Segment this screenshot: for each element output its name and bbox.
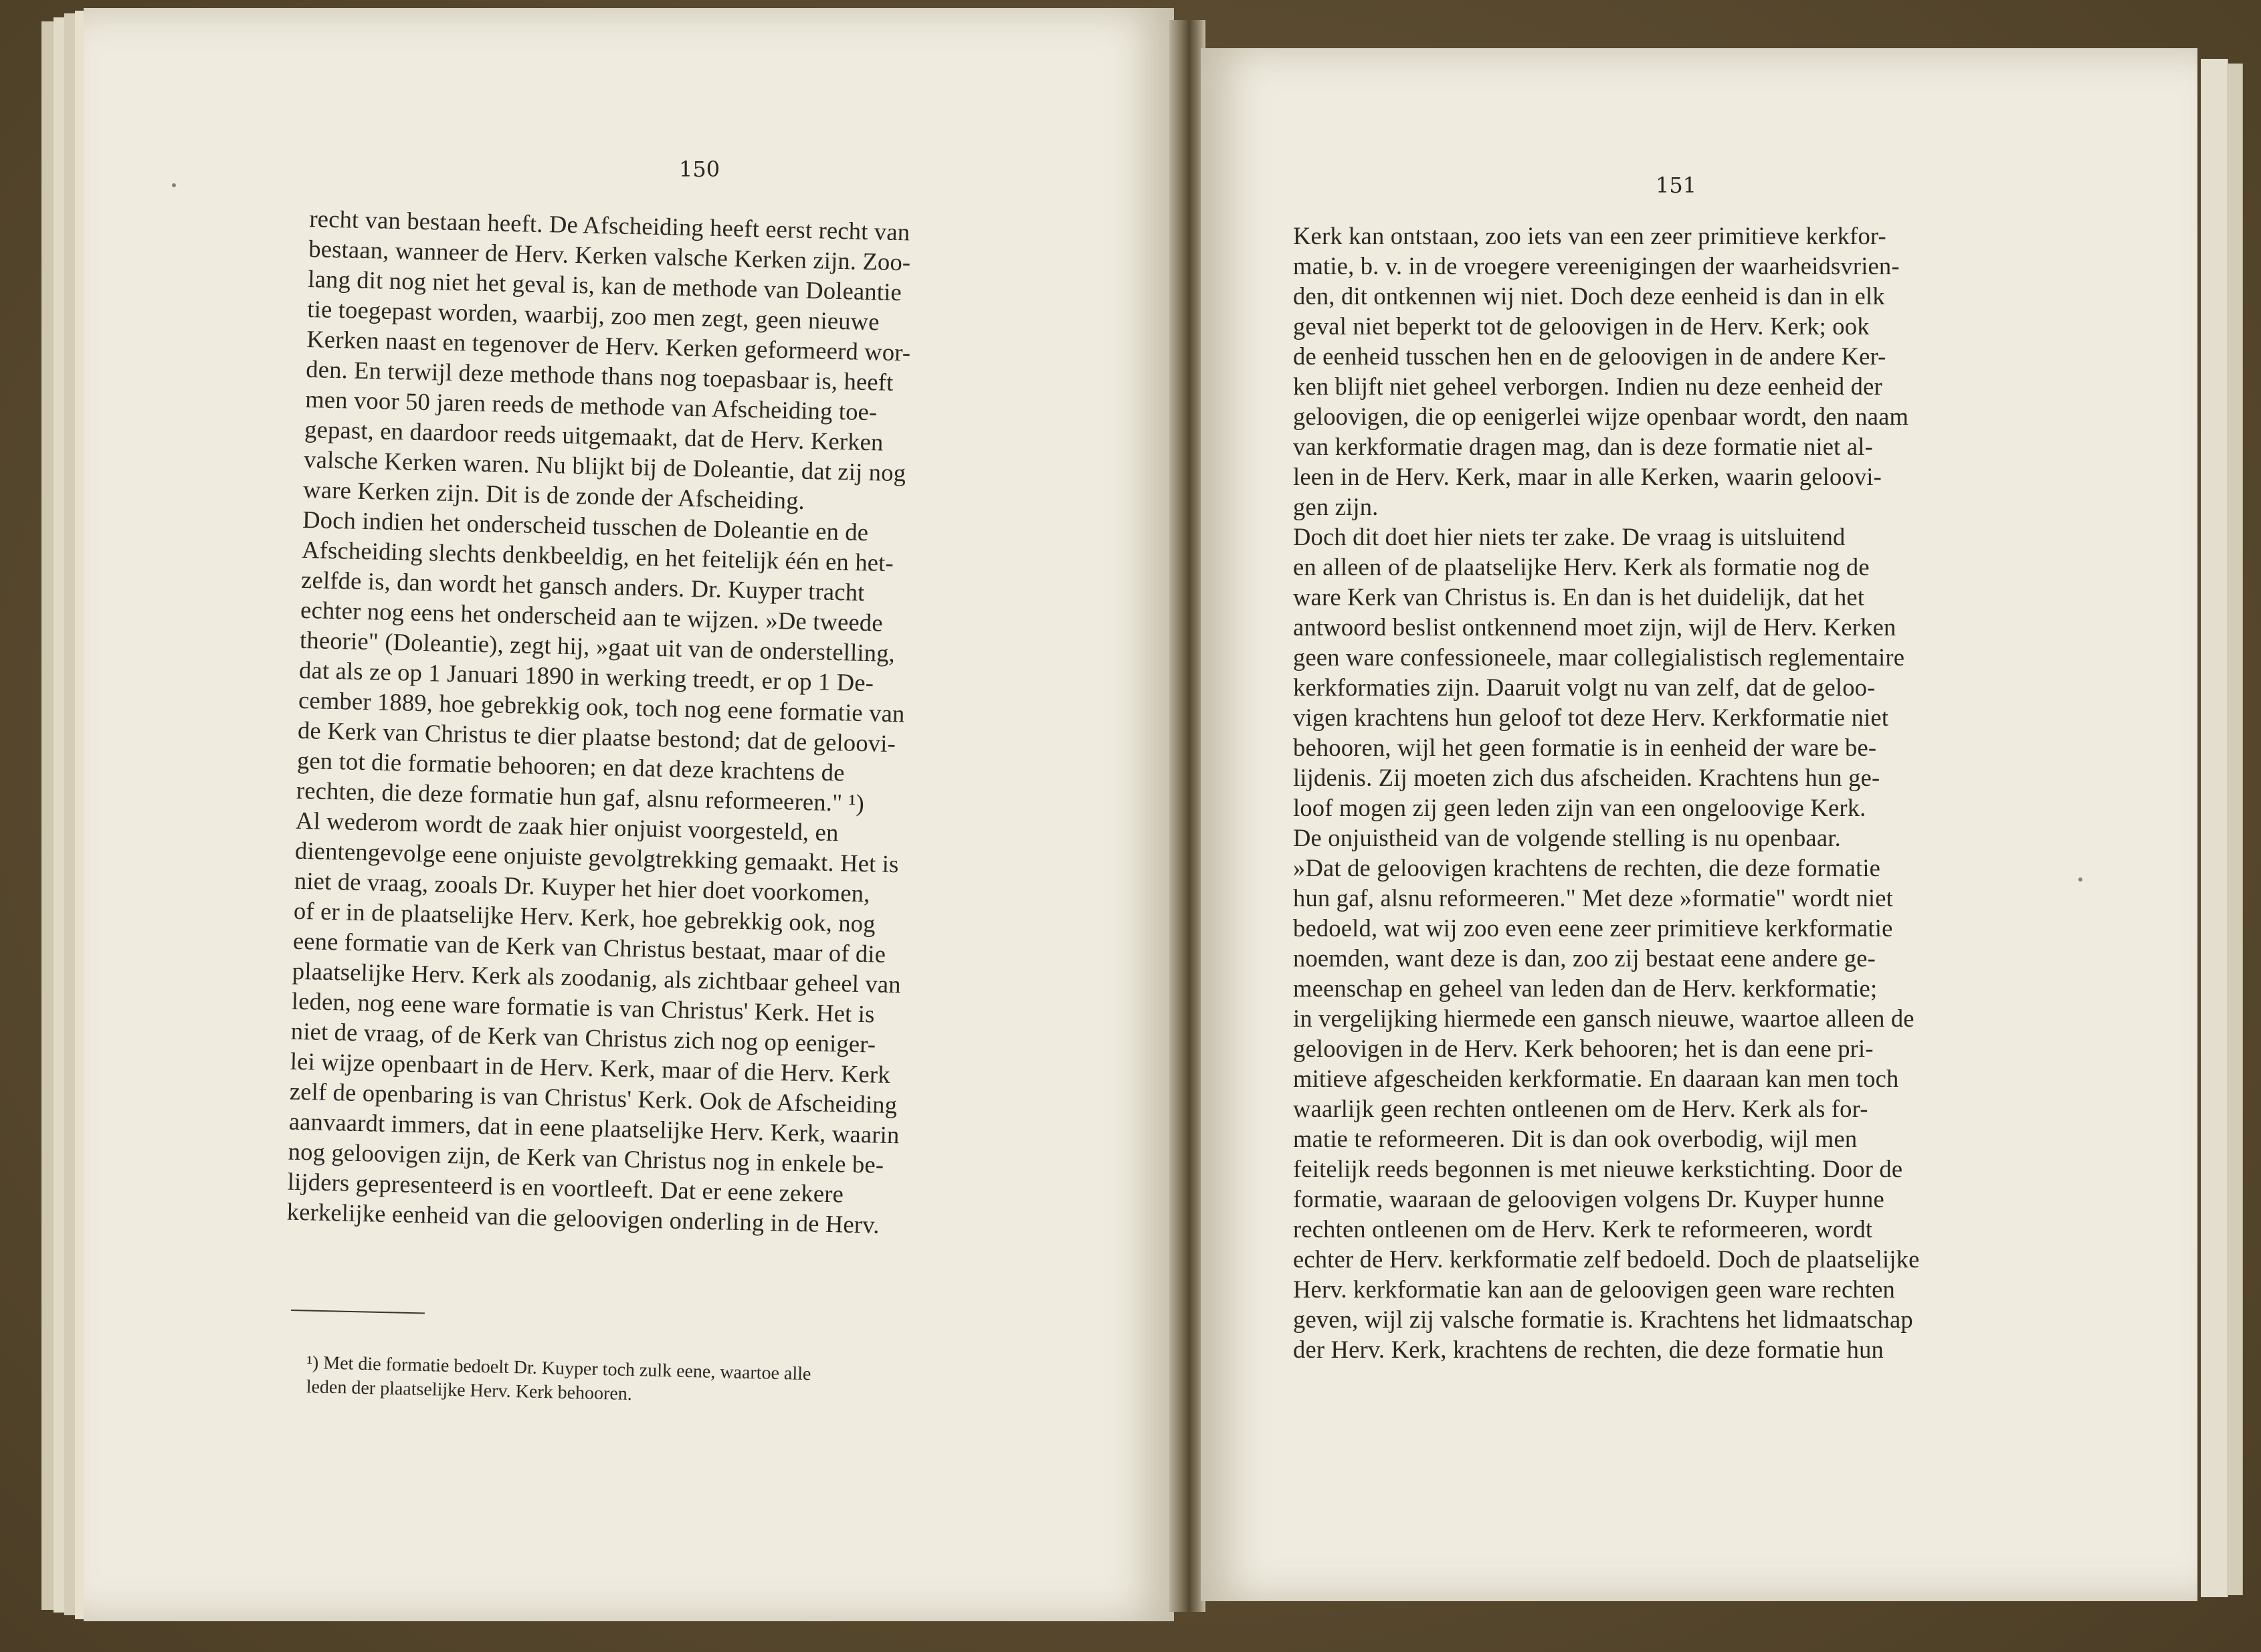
paper-speck	[172, 183, 176, 187]
text-line: geloovigen, die op eenigerlei wijze openbaar wordt, den naam	[1293, 403, 1909, 430]
text-line: zelf de openbaring is van Christus' Kerk. Ook de Afscheiding	[289, 1077, 898, 1119]
text-line: leden, nog eene ware formatie is van Christus' Kerk. Het is	[291, 987, 876, 1028]
footnote	[306, 1351, 1174, 1419]
footnote-line: ¹) Met die formatie bedoelt Dr. Kuyper toch zulk eene, waartoe alle	[306, 1352, 811, 1385]
text-line: Al wederom wordt de zaak hier onjuist voorgesteld, en	[295, 806, 840, 847]
text-line: »Dat de geloovigen krachtens de rechten, die deze formatie	[1293, 854, 1881, 882]
text-line: men voor 50 jaren reeds de methode van Afscheiding toe-	[304, 385, 878, 426]
text-line: noemden, want deze is dan, zoo zij bestaat eene andere ge-	[1293, 944, 1876, 972]
text-line: waarlijk geen rechten ontleenen om de Herv. Kerk als for-	[1293, 1095, 1868, 1122]
left-page-body	[286, 203, 1172, 1246]
text-line: aanvaardt immers, dat in eene plaatselijke Herv. Kerk, waarin	[288, 1107, 900, 1149]
text-line: matie te reformeeren. Dit is dan ook overbodig, wijl men	[1293, 1125, 1858, 1152]
text-line: gepast, en daardoor reeds uitgemaakt, dat de Herv. Kerken	[304, 415, 884, 456]
text-line: niet de vraag, zooals Dr. Kuyper het hier doet voorkomen,	[294, 866, 871, 908]
text-line: niet de vraag, of de Kerk van Christus zich nog op eeniger-	[290, 1017, 876, 1058]
left-page	[84, 8, 1174, 1621]
text-line: Kerken naast en tegenover de Herv. Kerken geformeerd wor-	[306, 324, 911, 367]
text-line: behooren, wijl het geen formatie is in eenheid der ware be-	[1293, 734, 1877, 761]
text-line: tie toegepast worden, waarbij, zoo men zegt, geen nieuwe	[306, 294, 880, 336]
text-line: in vergelijking hiermede een gansch nieuwe, waartoe alleen de	[1293, 1005, 1914, 1032]
text-line: Kerk kan ontstaan, zoo iets van een zeer primitieve kerkfor-	[1293, 222, 1886, 249]
book-gutter	[1169, 20, 1205, 1612]
text-line: Doch indien het onderscheid tusschen de Doleantie en de	[302, 505, 869, 546]
text-line: matie, b. v. in de vroegere vereenigingen der waarheidsvrien-	[1293, 252, 1900, 280]
text-line: geloovigen in de Herv. Kerk behooren; het is dan eene pri-	[1293, 1035, 1874, 1062]
text-line: gen tot die formatie behooren; en dat deze krachtens de	[296, 746, 846, 787]
text-line: geen ware confessioneele, maar collegialistisch reglementaire	[1293, 643, 1905, 671]
text-line: ware Kerken zijn. Dit is de zonde der Afscheiding.	[302, 475, 805, 514]
text-line: ware Kerk van Christus is. En dan is het duidelijk, dat het	[1293, 583, 1865, 611]
text-line: dientengevolge eene onjuiste gevolgtrekking gemaakt. Het is	[294, 836, 900, 878]
text-line: of er in de plaatselijke Herv. Kerk, hoe gebrekkig ook, nog	[293, 896, 876, 938]
text-line: De onjuistheid van de volgende stelling is nu openbaar.	[1293, 824, 1841, 851]
text-line: rechten, die deze formatie hun gaf, alsnu reformeeren." ¹)	[296, 776, 865, 817]
text-line: meenschap en geheel van leden dan de Herv. kerkformatie;	[1293, 974, 1878, 1002]
text-line: leen in de Herv. Kerk, maar in alle Kerken, waarin geloovi-	[1293, 463, 1882, 490]
text-line: den, dit ontkennen wij niet. Doch deze eenheid is dan in elk	[1293, 282, 1885, 310]
page-number-right: 151	[1656, 173, 1697, 198]
text-line: bedoeld, wat wij zoo even eene zeer primitieve kerkformatie	[1293, 914, 1893, 942]
text-line: gen zijn.	[1293, 493, 1379, 520]
text-line: cember 1889, hoe gebrekkig ook, toch nog eene formatie van	[298, 686, 905, 728]
text-line: den. En terwijl deze methode thans nog toepasbaar is, heeft	[305, 354, 894, 396]
text-line: Doch dit doet hier niets ter zake. De vraag is uitsluitend	[1293, 523, 1846, 550]
text-line: valsche Kerken waren. Nu blijkt bij de Doleantie, dat zij nog	[303, 445, 906, 487]
text-line: kerkelijke eenheid van die geloovigen onderling in de Herv.	[286, 1197, 880, 1239]
text-line: eene formatie van de Kerk van Christus bestaat, maar of die	[292, 926, 886, 968]
text-line: feitelijk reeds begonnen is met nieuwe kerkstichting. Door de	[1293, 1155, 1903, 1182]
text-line: lei wijze openbaart in de Herv. Kerk, maar of die Herv. Kerk	[290, 1047, 891, 1089]
page-number-left: 150	[679, 157, 720, 182]
text-line: de eenheid tusschen hen en de geloovigen in de andere Ker-	[1293, 342, 1886, 370]
text-line: zelfde is, dan wordt het gansch anders. Dr. Kuyper tracht	[300, 565, 866, 606]
text-line: de Kerk van Christus te dier plaatse bestond; dat de geloovi-	[297, 716, 896, 758]
right-page-body	[1293, 221, 2169, 1364]
text-line: loof mogen zij geen leden zijn van een ongeloovige Kerk.	[1293, 794, 1866, 821]
text-line: lijders gepresenteerd is en voortleeft. Dat er eene zekere	[287, 1167, 844, 1208]
text-line: echter de Herv. kerkformatie zelf bedoeld. Doch de plaatselijke	[1293, 1245, 1920, 1273]
paper-speck	[2078, 877, 2082, 882]
text-line: antwoord beslist ontkennend moet zijn, wijl de Herv. Kerken	[1293, 613, 1896, 641]
text-line: lang dit nog niet het geval is, kan de methode van Doleantie	[307, 264, 902, 306]
text-line: echter nog eens het onderscheid aan te wijzen. »De tweede	[300, 595, 884, 637]
text-line: geven, wijl zij valsche formatie is. Krachtens het lidmaatschap	[1293, 1306, 1913, 1333]
footnote-rule	[291, 1310, 425, 1314]
text-line: Afscheiding slechts denkbeeldig, en het feitelijk één en het-	[301, 535, 894, 577]
text-line: kerkformaties zijn. Daaruit volgt nu van zelf, dat de geloo-	[1293, 674, 1876, 701]
text-line: rechten ontleenen om de Herv. Kerk te reformeeren, wordt	[1293, 1215, 1873, 1243]
text-line: en alleen of de plaatselijke Herv. Kerk als formatie nog de	[1293, 553, 1870, 581]
text-line: vigen krachtens hun geloof tot deze Herv. Kerkformatie niet	[1293, 704, 1889, 731]
text-line: mitieve afgescheiden kerkformatie. En daaraan kan men toch	[1293, 1065, 1899, 1092]
text-line: formatie, waaraan de geloovigen volgens Dr. Kuyper hunne	[1293, 1185, 1884, 1213]
text-line: van kerkformatie dragen mag, dan is deze formatie niet al-	[1293, 433, 1873, 460]
text-line: theorie" (Doleantie), zegt hij, »gaat uit van de onderstelling,	[299, 625, 896, 667]
text-line: plaatselijke Herv. Kerk als zoodanig, als zichtbaar geheel van	[292, 956, 902, 999]
text-line: dat als ze op 1 Januari 1890 in werking treedt, er op 1 De-	[298, 655, 874, 697]
footnote-line: leden der plaatselijke Herv. Kerk behooren.	[306, 1376, 633, 1405]
text-line: hun gaf, alsnu reformeeren." Met deze »formatie" wordt niet	[1293, 884, 1893, 912]
text-line: recht van bestaan heeft. De Afscheiding heeft eerst recht van	[309, 204, 910, 246]
text-line: bestaan, wanneer de Herv. Kerken valsche Kerken zijn. Zoo-	[308, 234, 911, 276]
text-line: nog geloovigen zijn, de Kerk van Christus nog in enkele be-	[288, 1137, 884, 1178]
right-page	[1201, 48, 2197, 1601]
text-line: ken blijft niet geheel verborgen. Indien nu deze eenheid der	[1293, 373, 1882, 400]
text-line: der Herv. Kerk, krachtens de rechten, die deze formatie hun	[1293, 1336, 1884, 1363]
text-line: lijdenis. Zij moeten zich dus afscheiden. Krachtens hun ge-	[1293, 764, 1880, 791]
page-edges-right	[2201, 59, 2228, 1597]
text-line: Herv. kerkformatie kan aan de geloovigen geen ware rechten	[1293, 1275, 1896, 1303]
text-line: geval niet beperkt tot de geloovigen in de Herv. Kerk; ook	[1293, 312, 1870, 340]
